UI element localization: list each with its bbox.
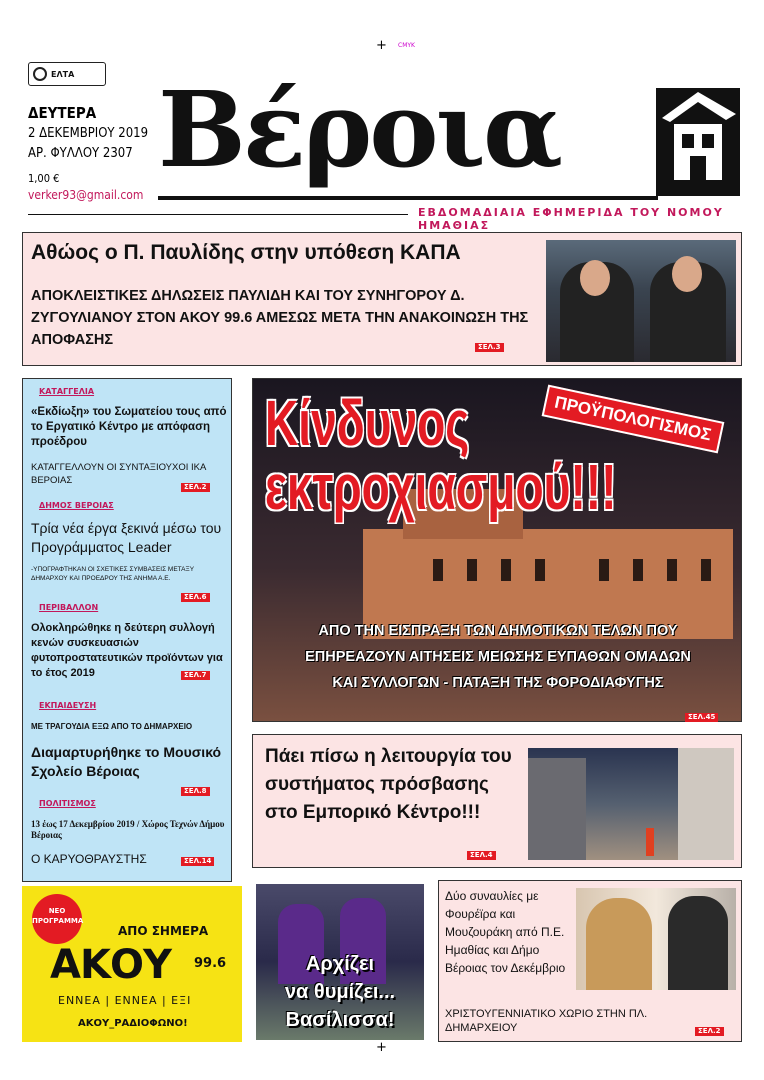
masthead-logo: Βέροια [158,68,561,191]
elta-icon [33,67,47,81]
akou-radio-ad[interactable] [22,886,242,1042]
issue-number: ΑΡ. ΦΥΛΛΟΥ 2307 [28,146,133,161]
issue-price: 1,00 € [28,172,60,185]
window [599,559,609,581]
elta-label: ΕΛΤΑ [51,69,75,79]
logo-underline [158,196,658,200]
window [467,559,477,581]
feature-headline-line2: εκτροχιασμού!!! [265,451,617,523]
sport-line2: να θυμίζει... [284,981,396,1003]
sidebar-ref-5[interactable]: ΣΕΛ.14 [181,857,214,866]
feature-headline-line1: Κίνδυνος [265,387,470,459]
window [501,559,511,581]
registration-mark-top: + [376,38,387,53]
sidebar-title-1[interactable]: «Εκδίωξη» του Σωματείου τους από το Εργατικό Κέντρο με απόφαση προέδρου [31,406,227,448]
photo-face-left [580,260,610,296]
ad-new-badge: ΝΕΟ ΠΡΟΓΡΑΜΜΑ [32,894,82,944]
elta-postage-logo [28,62,106,86]
sidebar-category-3[interactable]: ΠΕΡΙΒΑΛΛΟΝ [39,603,99,612]
window [433,559,443,581]
market-street-photo [528,748,734,860]
sidebar-category-4[interactable]: ΕΚΠΑΙΔΕΥΣΗ [39,701,97,710]
sidebar-category-2[interactable]: ΔΗΜΟΣ ΒΕΡΟΙΑΣ [39,501,114,510]
tagline: ΕΒΔΟΜΑΔΙΑΙΑ ΕΦΗΜΕΡΙΔΑ ΤΟΥ ΝΟΜΟΥ ΗΜΑΘΙΑΣ [418,206,724,232]
news-sidebar [22,378,232,882]
sport-line1: Αρχίζει [305,953,375,975]
sidebar-note-1: ΚΑΤΑΓΓΕΛΛΟΥΝ ΟΙ ΣΥΝΤΑΞΙΟΥΧΟΙ ΙΚΑ ΒΕΡΟΙΑΣ [31,462,206,486]
sidebar-note-5: 13 έως 17 Δεκεμβρίου 2019 / Χώρος Τεχνών Δήμου Βέροιας [31,819,225,840]
sidebar-title-4[interactable]: Διαμαρτυρήθηκε το Μουσικό Σχολείο Βέροιας [31,744,222,779]
sidebar-category-1[interactable]: ΚΑΤΑΓΓΕΛΙΑ [39,387,95,396]
registration-mark-bottom: + [376,1040,387,1055]
feature-sub-line2: ΕΠΗΡΕΑΖΟΥΝ ΑΙΤΗΣΕΙΣ ΜΕΙΩΣΗΣ ΕΥΠΑΘΩΝ ΟΜΑΔΩΝ [305,649,691,665]
feature-tag: ΠΡΟΫΠΟΛΟΓΙΣΜΟΣ [542,385,724,454]
singer-right [668,896,728,990]
contact-email[interactable]: verker93@gmail.com [28,188,144,202]
sidebar-title-2[interactable]: Τρία νέα έργα ξεκινά μέσω του Προγράμματος Leader [31,520,222,555]
photo-building-left [528,758,586,860]
sidebar-ref-2[interactable]: ΣΕΛ.6 [181,593,210,602]
photo-face-right [672,256,702,292]
ad-brand: ΑΚΟΥ [50,942,171,988]
ad-schedule: ΕΝΝΕΑ | ΕΝΝΕΑ | ΕΞΙ [58,994,192,1007]
issue-day: ΔΕΥΤΕΡΑ [28,104,97,122]
lead-headline[interactable]: Αθώος ο Π. Παυλίδης στην υπόθεση ΚΑΠΑ [31,241,461,264]
market-page-ref[interactable]: ΣΕΛ.4 [467,851,496,860]
sidebar-title-5[interactable]: Ο ΚΑΡΥΟΘΡΑΥΣΤΗΣ [31,852,147,866]
concerts-photo [576,888,736,990]
window [701,559,711,581]
sidebar-ref-1[interactable]: ΣΕΛ.2 [181,483,210,492]
window [633,559,643,581]
concerts-page-ref[interactable]: ΣΕΛ.2 [695,1027,724,1036]
feature-story[interactable] [252,378,742,722]
ad-handle: ΑΚΟΥ_ΡΑΔΙΟΦΩΝΟ! [78,1018,188,1029]
sidebar-category-5[interactable]: ΠΟΛΙΤΙΣΜΟΣ [39,799,96,808]
lead-photo [546,240,736,362]
sidebar-note-4: ΜΕ ΤΡΑΓΟΥΔΙΑ ΕΞΩ ΑΠΟ ΤΟ ΔΗΜΑΡΧΕΙΟ [31,722,193,731]
sidebar-note-2: -ΥΠΟΓΡΑΦΤΗΚΑΝ ΟΙ ΣΧΕΤΙΚΕΣ ΣΥΜΒΑΣΕΙΣ ΜΕΤΑΞΥ ΔΗΜΑΡΧΟΥ ΚΑΙ ΠΡΟΕΔΡΟΥ ΤΗΣ ΑΝΗΜΑ Α.Ε. [31,566,194,582]
photo-barrier [646,828,654,856]
lead-subhead: ΑΠΟΚΛΕΙΣΤΙΚΕΣ ΔΗΛΩΣΕΙΣ ΠΑΥΛΙΔΗ ΚΑΙ ΤΟΥ ΣΥΝΗΓΟΡΟΥ Δ. ΖΥΓΟΥΛΙΑΝΟΥ ΣΤΟΝ ΑΚΟΥ 99.6 ΑΜΕΣΩΣ ΜΕΤΑ ΤΗΝ ΑΝΑΚΟΙΝΩΣΗ ΤΗΣ ΑΠΟΦΑΣΗΣ [31,288,529,348]
photo-building-right [678,748,734,860]
issue-date: 2 ΔΕΚΕΜΒΡΙΟΥ 2019 [28,126,149,141]
sidebar-ref-4[interactable]: ΣΕΛ.8 [181,787,210,796]
cmyk-strip: CMYK [398,42,415,49]
masthead-rule [28,214,408,215]
sport-headline[interactable] [256,950,424,1034]
feature-page-ref[interactable]: ΣΕΛ.45 [685,713,718,722]
sidebar-title-3[interactable]: Ολοκληρώθηκε η δεύτερη συλλογή κενών συσκευασιών φυτοπροστατευτικών προϊόντων για το έτος 2019 [31,622,223,679]
ad-from-today: ΑΠΟ ΣΗΜΕΡΑ [118,924,209,938]
house-logo-icon [656,88,740,196]
lead-page-ref[interactable]: ΣΕΛ.3 [475,343,504,352]
feature-sub-line3: ΚΑΙ ΣΥΛΛΟΓΩΝ - ΠΑΤΑΞΗ ΤΗΣ ΦΟΡΟΔΙΑΦΥΓΗΣ [332,675,664,691]
window [667,559,677,581]
sport-story[interactable] [256,884,424,1040]
concerts-headline[interactable]: Δύο συναυλίες με Φουρέϊρα και Μουζουράκη από Π.Ε. Ημαθίας και Δήμο Βέροιας τον Δεκέμβριο [445,889,566,975]
singer-left [586,898,652,990]
window [535,559,545,581]
ad-frequency: 99.6 [194,956,227,971]
sport-line3: Βασίλισσα! [285,1009,395,1031]
concerts-subhead: ΧΡΙΣΤΟΥΓΕΝΝΙΑΤΙΚΟ ΧΩΡΙΟ ΣΤΗΝ ΠΛ. ΔΗΜΑΡΧΕΙΟΥ [445,1008,648,1034]
market-headline[interactable]: Πάει πίσω η λειτουργία του συστήματος πρόσβασης στο Εμπορικό Κέντρο!!! [265,746,512,823]
feature-sub-line1: ΑΠΟ ΤΗΝ ΕΙΣΠΡΑΞΗ ΤΩΝ ΔΗΜΟΤΙΚΩΝ ΤΕΛΩΝ ΠΟΥ [318,623,678,639]
sidebar-ref-3[interactable]: ΣΕΛ.7 [181,671,210,680]
